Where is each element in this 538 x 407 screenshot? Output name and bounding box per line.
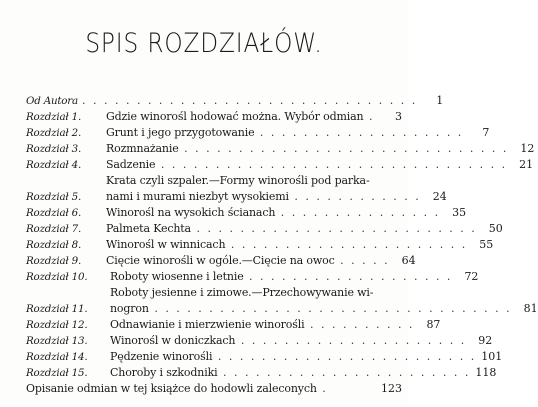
- chapter-title: [110, 349, 476, 365]
- chapter-title-text: Pędzenie winorośli: [110, 350, 213, 363]
- chapter-title-line: Krata czyli szpaler.—Formy winorośli pod parka-: [106, 174, 370, 187]
- chapter-title: [106, 205, 440, 221]
- chapter-title-text: Odnawianie i mierzwienie winorośli: [110, 318, 305, 331]
- page-number: 1: [436, 94, 444, 107]
- page-number: 50: [488, 222, 503, 235]
- page-number: 55: [479, 238, 494, 251]
- chapter-title-text: Sadzenie: [106, 158, 156, 171]
- leader-dots: . . . . . . . . . . . . . . . . . . . . . . . . . .: [190, 222, 477, 235]
- leader-dots: . . . . . . . . . . . . . . . . . . .: [254, 126, 464, 139]
- page-number: 35: [452, 206, 467, 219]
- chapter-label: Rozdział 5.: [26, 191, 82, 203]
- leader-dots: . . . . . . . . . . . . . . . . . . . . . . . .: [212, 350, 477, 363]
- chapter-label: Od Autora: [26, 95, 78, 107]
- page-title: SPIS ROZDZIAŁÓW.: [85, 28, 323, 59]
- chapter-title-text: Choroby i szkodniki: [110, 366, 218, 379]
- page-number: 12: [520, 142, 535, 155]
- toc-row: [26, 173, 447, 205]
- leader-dots: . . . . . . . . . . . . . . . . . . . . . . . . . . . . . . .: [81, 94, 418, 107]
- chapter-label: Rozdział 7.: [26, 223, 82, 235]
- leader-dots: . . . . . . . . . . . .: [288, 190, 421, 203]
- page-number: 123: [381, 382, 402, 395]
- chapter-title-text: Grunt i jego przygotowanie: [106, 126, 255, 139]
- chapter-title: [106, 157, 507, 173]
- chapter-title: [110, 317, 414, 333]
- toc-row: [26, 205, 467, 221]
- chapter-label: Rozdział 12.: [26, 319, 88, 331]
- toc-row: [26, 109, 402, 125]
- leader-dots: . . . . . . . . . . . . . . . . . . .: [243, 270, 453, 283]
- page-number: 92: [478, 334, 493, 347]
- page-number: 7: [482, 126, 490, 139]
- toc-row: [26, 269, 479, 285]
- leader-dots: . . . . . . . . . . . . . . .: [275, 206, 441, 219]
- page-number: 81: [523, 302, 538, 315]
- chapter-title: [26, 381, 376, 397]
- leader-dots: . . . . . . . . . .: [304, 318, 415, 331]
- chapter-title: [106, 221, 477, 237]
- chapter-label: Rozdział 14.: [26, 351, 88, 363]
- leader-dots: . . . . . . . . . . . . . . . . . . . . . . . . . . . . . . . . .: [148, 302, 512, 315]
- chapter-title-text: Opisanie odmian w tej książce do hodowli zaleconych: [26, 382, 317, 395]
- chapter-title: [110, 269, 452, 285]
- toc-row: [26, 93, 444, 109]
- page-number: 24: [432, 190, 447, 203]
- page-number: 118: [475, 366, 497, 379]
- chapter-title: [106, 173, 421, 205]
- chapter-label: Rozdział 10.: [26, 271, 88, 283]
- chapter-label: Rozdział 2.: [26, 127, 82, 139]
- leader-dots: .: [316, 382, 328, 395]
- chapter-title-text: Winorośl w winnicach: [106, 238, 226, 251]
- toc-row: [26, 333, 493, 349]
- chapter-title-text: Gdzie winorośl hodować można. Wybór odmian: [106, 110, 364, 123]
- chapter-title-text: Roboty wiosenne i letnie: [110, 270, 244, 283]
- chapter-title: [106, 125, 463, 141]
- chapter-title: [82, 93, 417, 109]
- page-number: 72: [464, 270, 479, 283]
- toc-row: [26, 285, 538, 317]
- toc-row: [26, 349, 503, 365]
- page-number: 101: [481, 350, 503, 363]
- chapter-title: [110, 365, 470, 381]
- chapter-title: [106, 109, 376, 125]
- toc-row: [26, 253, 416, 269]
- page-number: 21: [519, 158, 534, 171]
- page-number: 87: [426, 318, 441, 331]
- page-number: 3: [395, 110, 402, 123]
- toc-row: [26, 157, 534, 173]
- chapter-title: [110, 285, 512, 317]
- leader-dots: . . . . . . . . . . . . . . . . . . . . . . . . . . . . . .: [178, 142, 509, 155]
- chapter-label: Rozdział 4.: [26, 159, 82, 171]
- chapter-title-text: Winorośl w doniczkach: [110, 334, 236, 347]
- chapter-label: Rozdział 15.: [26, 367, 88, 379]
- leader-dots: . . . . . . . . . . . . . . . . . . . . . . .: [217, 366, 471, 379]
- chapter-title: [110, 333, 466, 349]
- chapter-label: Rozdział 9.: [26, 255, 82, 267]
- chapter-title-text: Palmeta Kechta: [106, 222, 191, 235]
- chapter-label: Rozdział 3.: [26, 143, 82, 155]
- toc-row: [26, 365, 497, 381]
- leader-dots: .: [363, 110, 375, 123]
- chapter-title-text: Winorośl na wysokich ścianach: [106, 206, 276, 219]
- chapter-label: Rozdział 6.: [26, 207, 82, 219]
- chapter-label: Rozdział 8.: [26, 239, 82, 251]
- page-number: 64: [401, 254, 416, 267]
- chapter-title-text: Rozmnażanie: [106, 142, 179, 155]
- chapter-label: Rozdział 13.: [26, 335, 88, 347]
- table-of-contents: [26, 93, 538, 397]
- chapter-title-line: nogron . . . . . . . . . . . . . . . . . . . . . . . . . . . . . . . . .: [110, 302, 512, 315]
- leader-dots: . . . . .: [334, 254, 390, 267]
- toc-row: [26, 221, 503, 237]
- chapter-title: [106, 237, 467, 253]
- chapter-title: [106, 141, 508, 157]
- toc-row: [26, 237, 494, 253]
- leader-dots: . . . . . . . . . . . . . . . . . . . . . .: [225, 238, 468, 251]
- leader-dots: . . . . . . . . . . . . . . . . . . . . . . . . . . . . . . . .: [155, 158, 508, 171]
- toc-row: [26, 125, 490, 141]
- toc-row: [26, 317, 441, 333]
- chapter-label: Rozdział 1.: [26, 111, 82, 123]
- toc-row: [26, 381, 402, 397]
- chapter-title-line: Roboty jesienne i zimowe.—Przechowywanie wi-: [110, 286, 374, 299]
- leader-dots: . . . . . . . . . . . . . . . . . . . . .: [235, 334, 467, 347]
- chapter-title-line: nami i murami niezbyt wysokiemi . . . . . . . . . . . .: [106, 190, 421, 203]
- chapter-label: Rozdział 11.: [26, 303, 88, 315]
- toc-row: [26, 141, 535, 157]
- chapter-title: [106, 253, 390, 269]
- chapter-title-text: Cięcie winorośli w ogóle.—Cięcie na owoc: [106, 254, 335, 267]
